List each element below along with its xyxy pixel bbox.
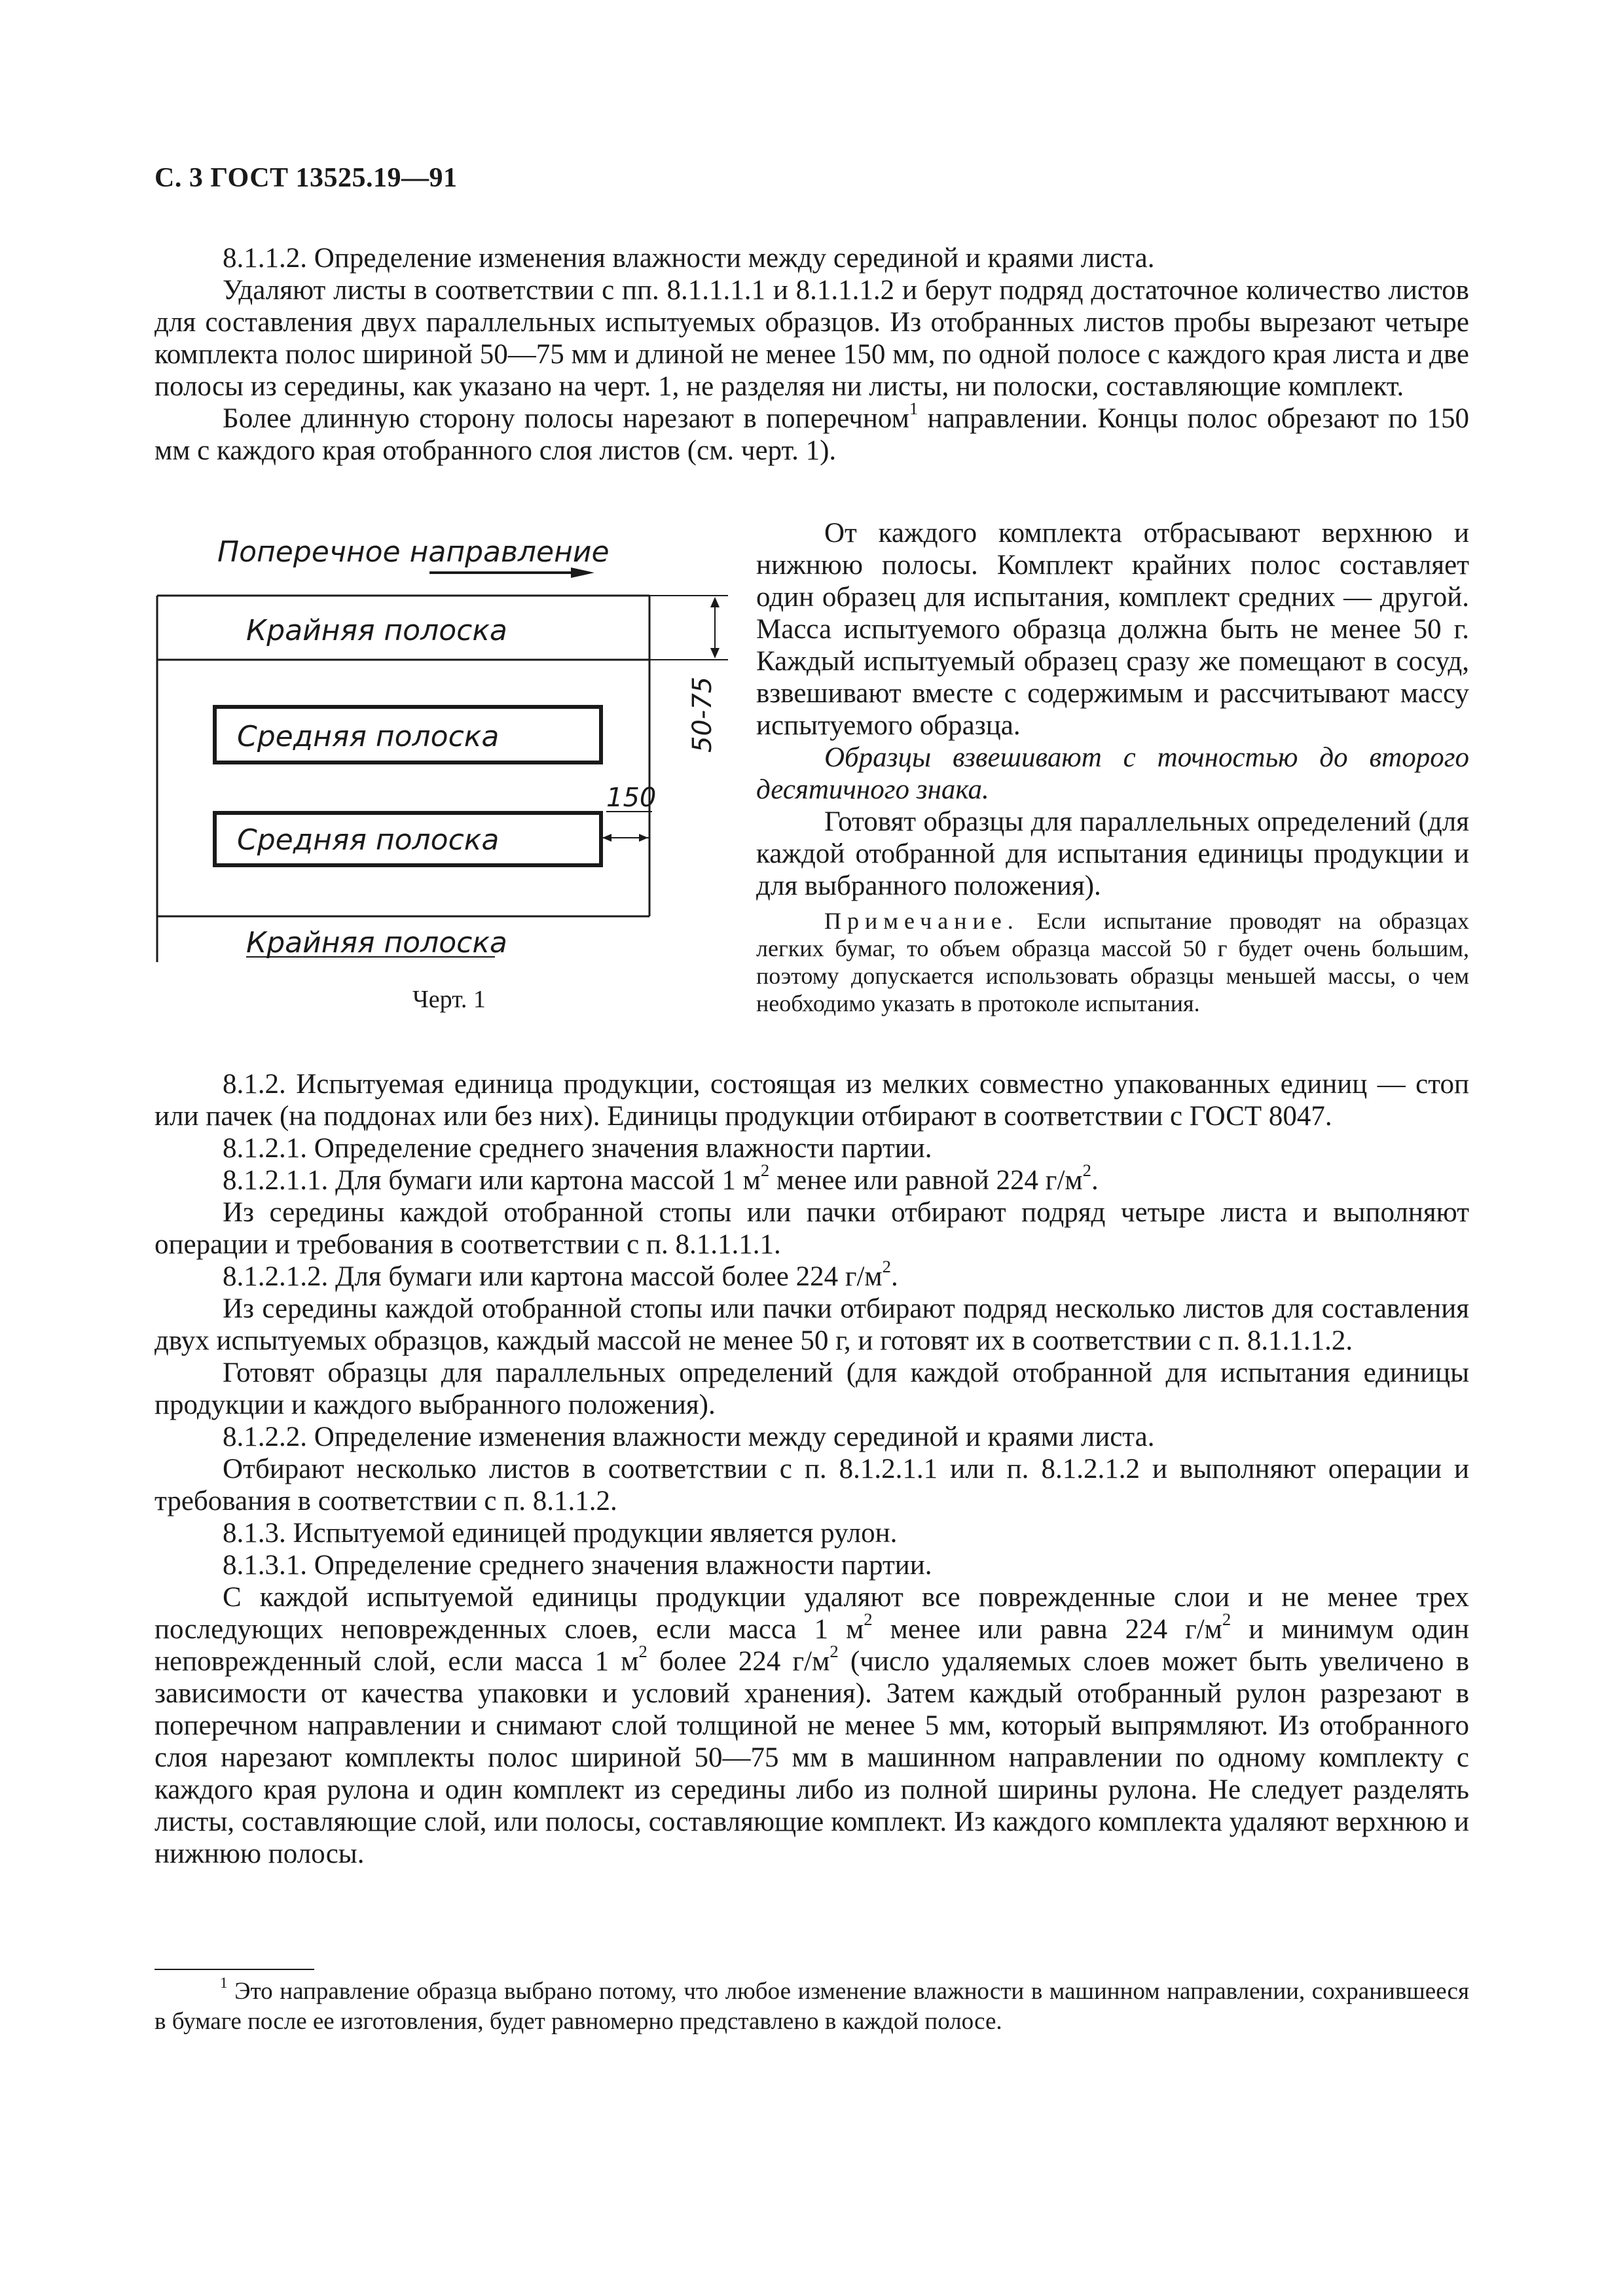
edge-strip-bottom-label: Крайняя полоска	[246, 926, 507, 960]
middle-strip-2-label: Средняя полоска	[237, 823, 500, 857]
page-header: С. 3 ГОСТ 13525.19—91	[155, 163, 458, 193]
paragraph-8-1-2-1-2	[155, 1257, 1469, 1293]
superscript: 2	[760, 1160, 770, 1181]
paragraph-8-1-3: 8.1.3. Испытуемой единицей продукции является рулон.	[223, 1518, 898, 1549]
text-span: более 224 г/м	[647, 1646, 830, 1677]
paragraph-8-1-2-2: 8.1.2.2. Определение изменения влажности между серединой и краями листа.	[223, 1422, 1155, 1452]
body-text-top	[155, 242, 1469, 467]
superscript: 2	[830, 1641, 839, 1662]
dim-width-label: 50-75	[687, 676, 718, 753]
dim-offset-arrow-right	[639, 834, 648, 842]
paragraph-discard-strips: От каждого комплекта отбрасывают верхнюю и нижнюю полосы. Комплект крайних полос составляет один образец для испытания, комплект средних — другой. Масса испытуемого образца должна быть не менее 50 г. Каждый испытуемый образец сразу же помещают в сосуд, взвешивают вместе с содержимым и рассчитывают массу испытуемого образца.	[756, 518, 1469, 741]
paragraph-8-1-1-2: 8.1.1.2. Определение изменения влажности между серединой и краями листа.	[223, 243, 1155, 274]
paragraph-8-1-2: 8.1.2. Испытуемая единица продукции, состоящая из мелких совместно упакованных единиц — стоп или пачек (на поддонах или без них). Единицы продукции отбирают в соответствии с ГОСТ 8047.	[155, 1069, 1469, 1132]
footnote-1	[155, 1974, 1469, 2037]
superscript: 2	[882, 1257, 891, 1277]
text-span: .	[1091, 1165, 1099, 1196]
dim-offset-arrow-left	[602, 834, 611, 842]
footnote-mark: 1	[220, 1974, 228, 1991]
figure-caption: Черт. 1	[412, 986, 486, 1013]
dim-arrow-down	[710, 648, 720, 658]
note-label: Примечание.	[824, 908, 1019, 934]
paragraph-long-side-after: направлении. Концы полос обрезают по 150 мм с каждого края отобранного слоя листов (см. черт. 1).	[155, 403, 1469, 466]
superscript: 2	[1222, 1609, 1231, 1630]
dim-arrow-up	[710, 597, 720, 607]
paragraph-8-1-3-1: 8.1.3.1. Определение среднего значения влажности партии.	[223, 1550, 932, 1581]
paragraph-roll	[155, 1581, 1469, 1870]
text-span: С каждой испытуемой единицы продукции удаляют все поврежденные слои и не менее трех последующих неповрежденных слоев, если масса 1 м	[155, 1582, 1469, 1645]
paragraph-8-1-2-1-1-text: Из середины каждой отобранной стопы или пачки отбирают подряд четыре листа и выполняют операции и требования в соответствии с п. 8.1.1.1.1.	[155, 1197, 1469, 1260]
paragraph-8-1-2-1: 8.1.2.1. Определение среднего значения влажности партии.	[223, 1133, 932, 1164]
figure-1	[155, 524, 744, 1047]
superscript: 2	[1082, 1160, 1091, 1181]
paragraph-long-side	[155, 399, 1469, 467]
text-span: 8.1.2.1.2. Для бумаги или картона массой более 224 г/м	[223, 1261, 883, 1292]
paragraph-8-1-2-1-1	[155, 1160, 1469, 1196]
text-span: (число удаляемых слоев может быть увеличено в зависимости от качества упаковки и условий хранения). Затем каждый отобранный рулон разрезают в поперечном направлении и снимают слой толщиной не менее 5 мм, который выпрямляют. Из отобранного слоя нарезают комплекты полос шириной 50—75 мм в машинном направлении по одному комплекту с каждого края рулона и один комплект из середины либо из полной ширины рулона. Не следует разделять листы, составляющие слой, или полосы, составляющие комплект. Из каждого комплекта удаляют верхнюю и нижнюю полосы.	[155, 1646, 1470, 1869]
direction-label: Поперечное направление	[217, 535, 610, 569]
paragraph-long-side-before: Более длинную сторону полосы нарезают в поперечном	[223, 403, 909, 434]
note-text: Если испытание проводят на образцах легких бумаг, то объем образца массой 50 г будет очень большим, поэтому допускается использовать образцы меньшей массы, о чем необходимо указать в протоколе испытания.	[756, 908, 1469, 1016]
body-text-bottom	[155, 1068, 1469, 1870]
text-span: 8.1.2.1.1. Для бумаги или картона массой 1 м	[223, 1165, 761, 1196]
footnote	[155, 1974, 1469, 2037]
figure-drawing	[155, 524, 744, 982]
footnote-text: Это направление образца выбрано потому, что любое изменение влажности в машинном направлении, сохранившееся в бумаге после ее изготовления, будет равномерно представлено в каждой полосе.	[155, 1978, 1469, 2035]
footnote-divider	[155, 1969, 314, 1970]
text-span: менее или равной 224 г/м	[769, 1165, 1083, 1196]
paragraph-weigh-accuracy: Образцы взвешивают с точностью до второго десятичного знака.	[756, 742, 1469, 805]
direction-arrow-head	[571, 567, 594, 578]
text-span: и минимум один неповрежденный слой, если масса 1 м	[155, 1614, 1469, 1677]
side-text	[756, 517, 1469, 1017]
middle-strip-1-label: Средняя полоска	[237, 720, 500, 753]
superscript: 2	[638, 1641, 647, 1662]
dim-offset-label: 150	[606, 783, 657, 813]
paragraph-parallel-samples: Готовят образцы для параллельных определений (для каждой отобранной для испытания единицы продукции и для выбранного положения).	[756, 806, 1469, 901]
superscript: 2	[864, 1609, 873, 1630]
edge-strip-top-label: Крайняя полоска	[246, 614, 507, 647]
text-span: .	[890, 1261, 898, 1292]
text-span: менее или равна 224 г/м	[872, 1614, 1222, 1645]
paragraph-select-several: Отбирают несколько листов в соответствии с п. 8.1.2.1.1 или п. 8.1.2.1.2 и выполняют операции и требования в соответствии с п. 8.1.1.2.	[155, 1454, 1469, 1516]
footnote-reference[interactable]: 1	[909, 399, 919, 419]
paragraph-parallel-2: Готовят образцы для параллельных определений (для каждой отобранной для испытания единицы продукции и каждого выбранного положения).	[155, 1357, 1469, 1420]
paragraph-select-sheets: Из середины каждой отобранной стопы или пачки отбирают подряд несколько листов для составления двух испытуемых образцов, каждый массой не менее 50 г, и готовят их в соответствии с п. 8.1.1.1.2.	[155, 1293, 1469, 1356]
paragraph-remove-sheets: Удаляют листы в соответствии с пп. 8.1.1.1.1 и 8.1.1.1.2 и берут подряд достаточное количество листов для составления двух параллельных испытуемых образцов. Из отобранных листов пробы вырезают четыре комплекта полос шириной 50—75 мм и длиной не менее 150 мм, по одной полосе с каждого края листа и две полосы из середины, как указано на черт. 1, не разделяя ни листы, ни полоски, составляющие комплект.	[155, 275, 1469, 402]
note	[756, 907, 1469, 1017]
